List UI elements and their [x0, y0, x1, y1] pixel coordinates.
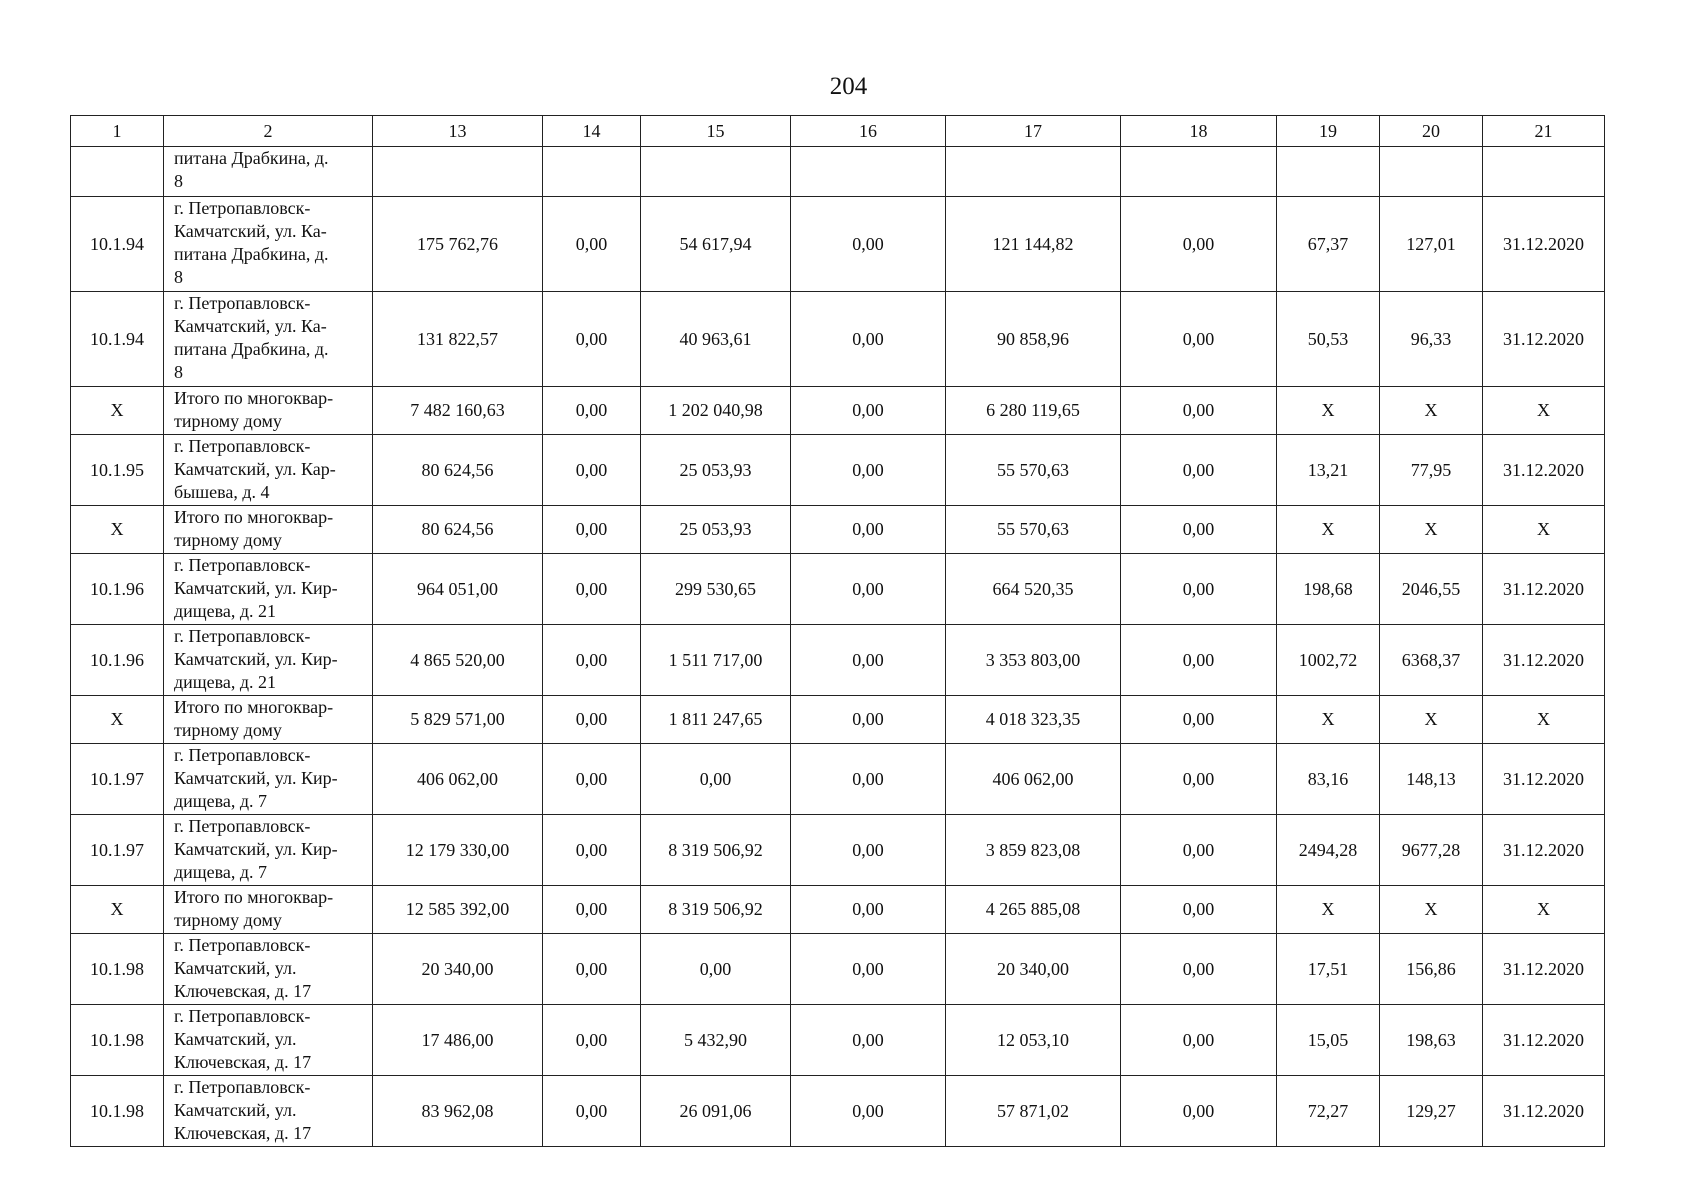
table-row: [71, 554, 1605, 625]
fund-regional-cell: 25 053,93: [641, 506, 791, 554]
fund-other-cell: 0,00: [1121, 506, 1277, 554]
address-line: дищева, д. 7: [174, 862, 268, 882]
completion-date-cell: 31.12.2020: [1483, 625, 1605, 696]
fund-local-cell: 0,00: [791, 815, 946, 886]
address-line: г. Петропавловск-: [174, 626, 311, 646]
address-cell: [164, 886, 373, 934]
address-line: бышева, д. 4: [174, 482, 270, 502]
address-line: г. Петропавловск-: [174, 293, 311, 313]
table-row: [71, 435, 1605, 506]
fund-other-cell: 0,00: [1121, 744, 1277, 815]
table-body: [71, 116, 1605, 1147]
cost-total-cell: [373, 147, 543, 197]
column-header: 1: [71, 116, 164, 147]
fund-owners-cell: 20 340,00: [946, 934, 1121, 1005]
table-row: [71, 815, 1605, 886]
max-cost-sqm-cell: X: [1380, 387, 1483, 435]
address-line: Итого по многоквар-: [174, 887, 334, 907]
completion-date-cell: 31.12.2020: [1483, 744, 1605, 815]
fund-federal-cell: 0,00: [543, 934, 641, 1005]
max-cost-sqm-cell: 2046,55: [1380, 554, 1483, 625]
row-number-cell: X: [71, 387, 164, 435]
address-cell: [164, 744, 373, 815]
max-cost-sqm-cell: X: [1380, 506, 1483, 554]
row-number-cell: X: [71, 506, 164, 554]
specific-cost-sqm-cell: 83,16: [1277, 744, 1380, 815]
table-row: [71, 744, 1605, 815]
max-cost-sqm-cell: 198,63: [1380, 1005, 1483, 1076]
address-line: г. Петропавловск-: [174, 555, 311, 575]
row-number-cell: 10.1.97: [71, 744, 164, 815]
address-line: Камчатский, ул.: [174, 1029, 297, 1049]
row-number-cell: 10.1.94: [71, 292, 164, 387]
row-number-cell: 10.1.97: [71, 815, 164, 886]
address-line: питана Драбкина, д.: [174, 339, 329, 359]
fund-federal-cell: 0,00: [543, 435, 641, 506]
max-cost-sqm-cell: 127,01: [1380, 197, 1483, 292]
fund-local-cell: 0,00: [791, 696, 946, 744]
fund-owners-cell: 3 859 823,08: [946, 815, 1121, 886]
specific-cost-sqm-cell: 198,68: [1277, 554, 1380, 625]
fund-other-cell: 0,00: [1121, 1076, 1277, 1147]
max-cost-sqm-cell: 9677,28: [1380, 815, 1483, 886]
specific-cost-sqm-cell: 72,27: [1277, 1076, 1380, 1147]
address-cell: [164, 554, 373, 625]
max-cost-sqm-cell: [1380, 147, 1483, 197]
fund-regional-cell: 26 091,06: [641, 1076, 791, 1147]
row-number-cell: 10.1.98: [71, 1005, 164, 1076]
completion-date-cell: X: [1483, 387, 1605, 435]
fund-local-cell: 0,00: [791, 1005, 946, 1076]
row-number-cell: 10.1.96: [71, 625, 164, 696]
address-line: тирному дому: [174, 720, 282, 740]
address-line: г. Петропавловск-: [174, 816, 311, 836]
address-line: г. Петропавловск-: [174, 745, 311, 765]
cost-total-cell: 12 179 330,00: [373, 815, 543, 886]
fund-owners-cell: 664 520,35: [946, 554, 1121, 625]
fund-owners-cell: 55 570,63: [946, 506, 1121, 554]
row-number-cell: X: [71, 696, 164, 744]
table-row: [71, 506, 1605, 554]
register-table: [70, 115, 1605, 1147]
address-cell: [164, 435, 373, 506]
completion-date-cell: 31.12.2020: [1483, 292, 1605, 387]
fund-local-cell: 0,00: [791, 934, 946, 1005]
fund-other-cell: 0,00: [1121, 625, 1277, 696]
address-line: Камчатский, ул. Кир-: [174, 578, 338, 598]
cost-total-cell: 80 624,56: [373, 506, 543, 554]
cost-total-cell: 83 962,08: [373, 1076, 543, 1147]
page-number: 204: [829, 73, 868, 100]
row-number-cell: 10.1.98: [71, 934, 164, 1005]
fund-other-cell: 0,00: [1121, 886, 1277, 934]
fund-other-cell: 0,00: [1121, 435, 1277, 506]
completion-date-cell: 31.12.2020: [1483, 815, 1605, 886]
table-row: [71, 1076, 1605, 1147]
address-line: тирному дому: [174, 910, 282, 930]
fund-federal-cell: 0,00: [543, 197, 641, 292]
fund-federal-cell: 0,00: [543, 696, 641, 744]
specific-cost-sqm-cell: X: [1277, 886, 1380, 934]
table-row: [71, 292, 1605, 387]
address-cell: [164, 934, 373, 1005]
fund-regional-cell: 8 319 506,92: [641, 886, 791, 934]
specific-cost-sqm-cell: 13,21: [1277, 435, 1380, 506]
address-cell: [164, 815, 373, 886]
fund-local-cell: 0,00: [791, 292, 946, 387]
row-number-cell: 10.1.96: [71, 554, 164, 625]
address-line: г. Петропавловск-: [174, 935, 311, 955]
column-header: 14: [543, 116, 641, 147]
fund-other-cell: 0,00: [1121, 292, 1277, 387]
fund-local-cell: 0,00: [791, 886, 946, 934]
table-row: [71, 696, 1605, 744]
max-cost-sqm-cell: 156,86: [1380, 934, 1483, 1005]
address-line: Ключевская, д. 17: [174, 1123, 312, 1143]
specific-cost-sqm-cell: X: [1277, 387, 1380, 435]
fund-regional-cell: 40 963,61: [641, 292, 791, 387]
table-row: [71, 1005, 1605, 1076]
cost-total-cell: 20 340,00: [373, 934, 543, 1005]
column-header: 19: [1277, 116, 1380, 147]
column-header: 13: [373, 116, 543, 147]
fund-local-cell: 0,00: [791, 506, 946, 554]
specific-cost-sqm-cell: 1002,72: [1277, 625, 1380, 696]
cost-total-cell: 7 482 160,63: [373, 387, 543, 435]
fund-other-cell: 0,00: [1121, 197, 1277, 292]
address-cell: [164, 387, 373, 435]
fund-regional-cell: 5 432,90: [641, 1005, 791, 1076]
fund-regional-cell: 1 511 717,00: [641, 625, 791, 696]
table-row: [71, 387, 1605, 435]
address-line: Ключевская, д. 17: [174, 981, 312, 1001]
column-header: 21: [1483, 116, 1605, 147]
fund-other-cell: 0,00: [1121, 554, 1277, 625]
row-number-cell: 10.1.98: [71, 1076, 164, 1147]
address-line: 8: [174, 171, 183, 191]
row-number-cell: 10.1.95: [71, 435, 164, 506]
address-line: тирному дому: [174, 411, 282, 431]
address-cell: [164, 292, 373, 387]
max-cost-sqm-cell: X: [1380, 696, 1483, 744]
completion-date-cell: 31.12.2020: [1483, 435, 1605, 506]
fund-owners-cell: [946, 147, 1121, 197]
address-line: дищева, д. 7: [174, 791, 268, 811]
fund-regional-cell: 25 053,93: [641, 435, 791, 506]
completion-date-cell: X: [1483, 696, 1605, 744]
address-line: г. Петропавловск-: [174, 436, 311, 456]
cost-total-cell: 175 762,76: [373, 197, 543, 292]
fund-regional-cell: 0,00: [641, 744, 791, 815]
cost-total-cell: 17 486,00: [373, 1005, 543, 1076]
address-line: Итого по многоквар-: [174, 697, 334, 717]
fund-other-cell: 0,00: [1121, 387, 1277, 435]
column-header: 18: [1121, 116, 1277, 147]
fund-federal-cell: 0,00: [543, 815, 641, 886]
fund-regional-cell: 8 319 506,92: [641, 815, 791, 886]
table-row: [71, 886, 1605, 934]
fund-regional-cell: 299 530,65: [641, 554, 791, 625]
fund-other-cell: 0,00: [1121, 1005, 1277, 1076]
max-cost-sqm-cell: 96,33: [1380, 292, 1483, 387]
specific-cost-sqm-cell: X: [1277, 506, 1380, 554]
row-number-cell: [71, 147, 164, 197]
column-header: 2: [164, 116, 373, 147]
max-cost-sqm-cell: X: [1380, 886, 1483, 934]
fund-regional-cell: 1 811 247,65: [641, 696, 791, 744]
completion-date-cell: 31.12.2020: [1483, 934, 1605, 1005]
completion-date-cell: 31.12.2020: [1483, 197, 1605, 292]
address-line: дищева, д. 21: [174, 672, 277, 692]
fund-local-cell: 0,00: [791, 744, 946, 815]
column-header: 17: [946, 116, 1121, 147]
fund-owners-cell: 3 353 803,00: [946, 625, 1121, 696]
cost-total-cell: 131 822,57: [373, 292, 543, 387]
fund-federal-cell: 0,00: [543, 886, 641, 934]
specific-cost-sqm-cell: 2494,28: [1277, 815, 1380, 886]
address-cell: [164, 625, 373, 696]
fund-owners-cell: 406 062,00: [946, 744, 1121, 815]
cost-total-cell: 4 865 520,00: [373, 625, 543, 696]
specific-cost-sqm-cell: [1277, 147, 1380, 197]
cost-total-cell: 5 829 571,00: [373, 696, 543, 744]
address-line: тирному дому: [174, 530, 282, 550]
table-row: [71, 625, 1605, 696]
completion-date-cell: 31.12.2020: [1483, 1005, 1605, 1076]
address-line: г. Петропавловск-: [174, 1006, 311, 1026]
fund-federal-cell: 0,00: [543, 554, 641, 625]
address-cell: [164, 1076, 373, 1147]
specific-cost-sqm-cell: X: [1277, 696, 1380, 744]
fund-owners-cell: 12 053,10: [946, 1005, 1121, 1076]
address-line: дищева, д. 21: [174, 601, 277, 621]
fund-owners-cell: 55 570,63: [946, 435, 1121, 506]
address-line: Камчатский, ул. Ка-: [174, 221, 327, 241]
address-line: г. Петропавловск-: [174, 1077, 311, 1097]
fund-other-cell: 0,00: [1121, 934, 1277, 1005]
completion-date-cell: 31.12.2020: [1483, 1076, 1605, 1147]
address-line: Итого по многоквар-: [174, 507, 334, 527]
fund-regional-cell: 1 202 040,98: [641, 387, 791, 435]
fund-regional-cell: 54 617,94: [641, 197, 791, 292]
column-header: 16: [791, 116, 946, 147]
fund-local-cell: 0,00: [791, 1076, 946, 1147]
address-line: Итого по многоквар-: [174, 388, 334, 408]
specific-cost-sqm-cell: 67,37: [1277, 197, 1380, 292]
fund-other-cell: [1121, 147, 1277, 197]
address-cell: [164, 506, 373, 554]
max-cost-sqm-cell: 148,13: [1380, 744, 1483, 815]
row-number-cell: X: [71, 886, 164, 934]
fund-other-cell: 0,00: [1121, 696, 1277, 744]
address-line: Ключевская, д. 17: [174, 1052, 312, 1072]
column-header: 15: [641, 116, 791, 147]
fund-federal-cell: 0,00: [543, 1005, 641, 1076]
address-line: 8: [174, 267, 183, 287]
cost-total-cell: 80 624,56: [373, 435, 543, 506]
completion-date-cell: X: [1483, 506, 1605, 554]
fund-local-cell: 0,00: [791, 197, 946, 292]
column-header: 20: [1380, 116, 1483, 147]
fund-federal-cell: 0,00: [543, 292, 641, 387]
address-cell: [164, 197, 373, 292]
specific-cost-sqm-cell: 50,53: [1277, 292, 1380, 387]
specific-cost-sqm-cell: 15,05: [1277, 1005, 1380, 1076]
max-cost-sqm-cell: 6368,37: [1380, 625, 1483, 696]
cost-total-cell: 12 585 392,00: [373, 886, 543, 934]
address-line: Камчатский, ул. Ка-: [174, 316, 327, 336]
address-cell: [164, 696, 373, 744]
table-row: [71, 934, 1605, 1005]
address-line: питана Драбкина, д.: [174, 244, 329, 264]
fund-local-cell: 0,00: [791, 554, 946, 625]
fund-regional-cell: 0,00: [641, 934, 791, 1005]
cost-total-cell: 964 051,00: [373, 554, 543, 625]
address-line: Камчатский, ул.: [174, 1100, 297, 1120]
fund-owners-cell: 6 280 119,65: [946, 387, 1121, 435]
completion-date-cell: X: [1483, 886, 1605, 934]
max-cost-sqm-cell: 129,27: [1380, 1076, 1483, 1147]
fund-owners-cell: 90 858,96: [946, 292, 1121, 387]
row-number-cell: 10.1.94: [71, 197, 164, 292]
fund-federal-cell: 0,00: [543, 506, 641, 554]
fund-regional-cell: [641, 147, 791, 197]
address-line: Камчатский, ул. Кир-: [174, 839, 338, 859]
address-cell: [164, 147, 373, 197]
address-line: 8: [174, 362, 183, 382]
table-row: [71, 147, 1605, 197]
address-line: Камчатский, ул. Кир-: [174, 649, 338, 669]
fund-federal-cell: 0,00: [543, 387, 641, 435]
fund-owners-cell: 4 018 323,35: [946, 696, 1121, 744]
table-row: [71, 197, 1605, 292]
fund-local-cell: 0,00: [791, 625, 946, 696]
fund-federal-cell: 0,00: [543, 1076, 641, 1147]
fund-owners-cell: 57 871,02: [946, 1076, 1121, 1147]
cost-total-cell: 406 062,00: [373, 744, 543, 815]
fund-other-cell: 0,00: [1121, 815, 1277, 886]
address-line: Камчатский, ул. Кир-: [174, 768, 338, 788]
fund-federal-cell: [543, 147, 641, 197]
fund-local-cell: 0,00: [791, 435, 946, 506]
address-line: Камчатский, ул.: [174, 958, 297, 978]
completion-date-cell: 31.12.2020: [1483, 554, 1605, 625]
address-cell: [164, 1005, 373, 1076]
max-cost-sqm-cell: 77,95: [1380, 435, 1483, 506]
address-line: питана Драбкина, д.: [174, 148, 329, 168]
fund-federal-cell: 0,00: [543, 625, 641, 696]
fund-local-cell: [791, 147, 946, 197]
specific-cost-sqm-cell: 17,51: [1277, 934, 1380, 1005]
completion-date-cell: [1483, 147, 1605, 197]
address-line: г. Петропавловск-: [174, 198, 311, 218]
fund-local-cell: 0,00: [791, 387, 946, 435]
address-line: Камчатский, ул. Кар-: [174, 459, 336, 479]
fund-owners-cell: 121 144,82: [946, 197, 1121, 292]
fund-federal-cell: 0,00: [543, 744, 641, 815]
fund-owners-cell: 4 265 885,08: [946, 886, 1121, 934]
column-number-row: [71, 116, 1605, 147]
